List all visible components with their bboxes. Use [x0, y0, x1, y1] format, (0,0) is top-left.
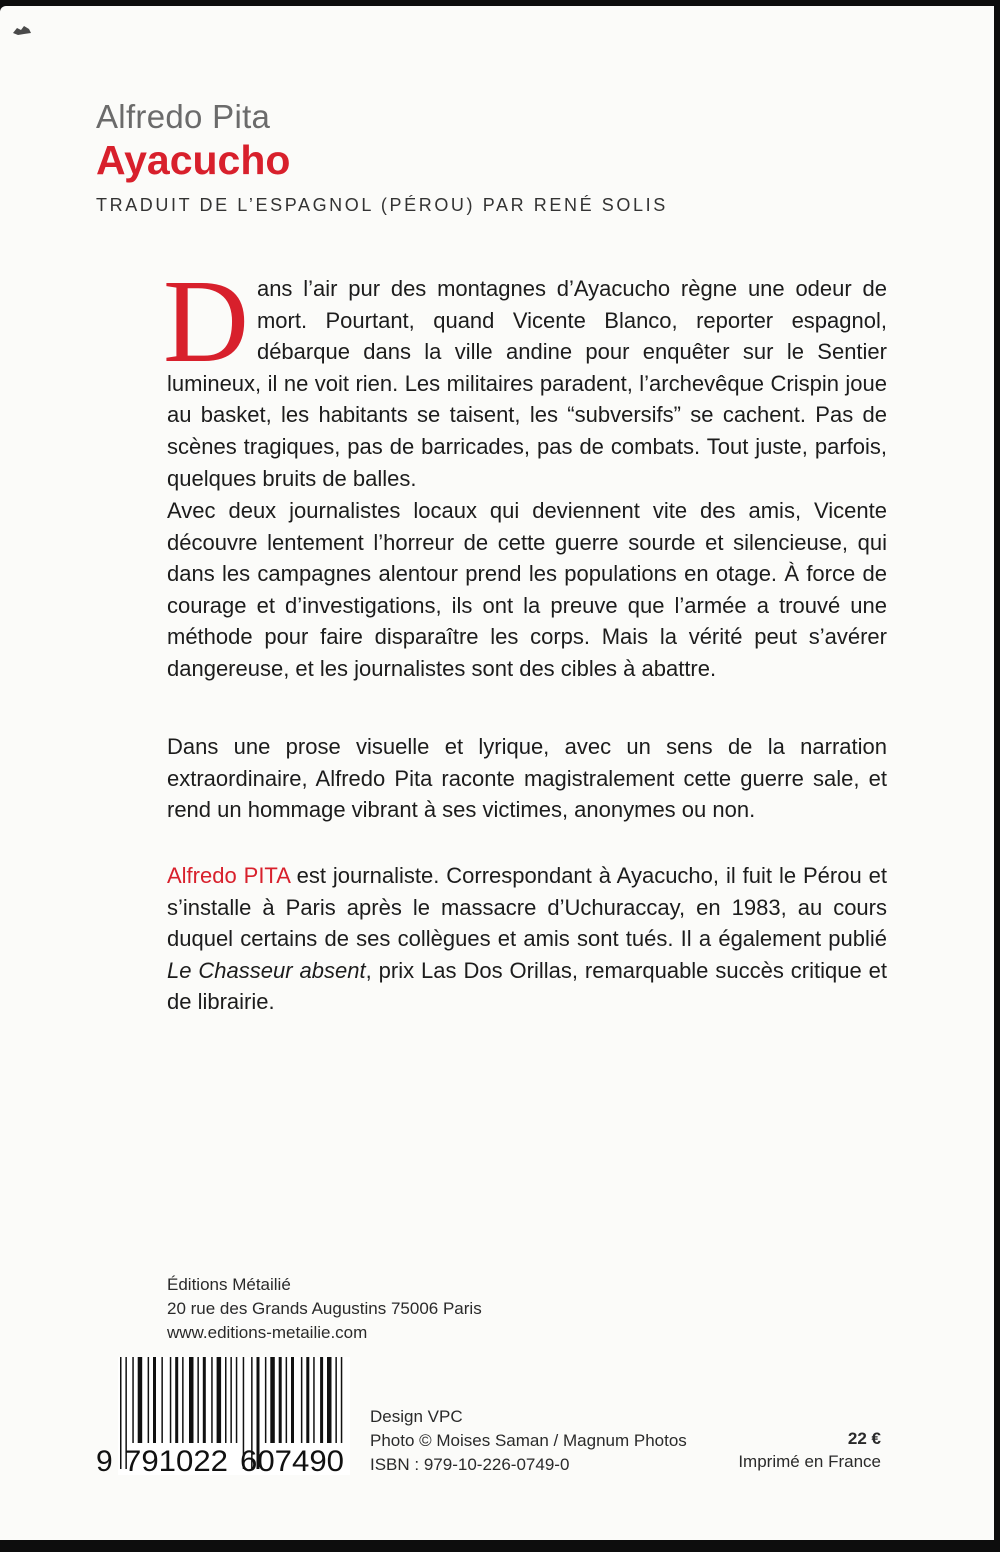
- publisher-block: [167, 1273, 482, 1345]
- barcode-bar: [286, 1357, 288, 1443]
- book-back-cover: [0, 6, 994, 1540]
- drop-cap: D: [163, 255, 249, 387]
- printed-in: Imprimé en France: [738, 1452, 881, 1471]
- author-name: Alfredo Pita: [96, 98, 271, 135]
- barcode-bar: [301, 1357, 303, 1443]
- bio-text-2: , prix Las Dos Orillas, remarquable succès critique et de librairie.: [167, 957, 887, 1015]
- publisher-name: Éditions Métailié: [167, 1275, 291, 1294]
- barcode-bar: [120, 1357, 122, 1469]
- synopsis-paragraph-3: Dans une prose visuelle et lyrique, avec un sens de la narration extraordinaire, Alfredo Pita raconte magistralement cette guerre sale, et rend un hommage vibrant à ses victimes, anonymes ou non.: [167, 734, 887, 823]
- isbn: ISBN : 979-10-226-0749-0: [370, 1455, 570, 1474]
- publisher-website: www.editions-metailie.com: [167, 1323, 368, 1342]
- barcode-bar: [161, 1357, 163, 1443]
- barcode-bar: [306, 1357, 309, 1443]
- barcode-right-digits: 607490: [240, 1445, 344, 1475]
- barcode-bar: [279, 1357, 282, 1443]
- barcode-bar: [327, 1357, 332, 1443]
- barcode-bar: [335, 1357, 337, 1443]
- barcode-bar: [320, 1357, 323, 1443]
- barcode-bar: [225, 1357, 227, 1443]
- barcode-bar: [265, 1357, 267, 1443]
- synopsis-text-1: ans l’air pur des montagnes d’Ayacucho règne une odeur de mort. Pourtant, quand Vicente Blanco, reporter espagnol, débarque dans la ville andine pour enquêter sur le Sentier lumineux, il ne voit rien. Les militaires paradent, l’archevêque Crispin joue au basket, les habitants se taisent, les “subversifs” se cachent. Pas de scènes tragiques, pas de barricades, pas de combats. Tout juste, parfois, quelques bruits de balles.: [167, 276, 887, 491]
- barcode-first-digit: 9: [96, 1445, 113, 1475]
- barcode-bar: [291, 1357, 294, 1443]
- barcode-bar: [182, 1357, 184, 1443]
- design-credit: Design VPC: [370, 1407, 463, 1426]
- barcode-bar: [175, 1357, 178, 1443]
- barcode-bar: [230, 1357, 232, 1443]
- publisher-address: 20 rue des Grands Augustins 75006 Paris: [167, 1299, 482, 1318]
- photo-credit: Photo © Moises Saman / Magnum Photos: [370, 1431, 687, 1450]
- translator-line: TRADUIT DE L’ESPAGNOL (PÉROU) PAR RENÉ SOLIS: [96, 195, 668, 215]
- bio-book-title: Le Chasseur absent: [167, 957, 366, 983]
- barcode-left-digits: 791022: [124, 1445, 228, 1475]
- bio-author-name: Alfredo PITA: [167, 863, 290, 888]
- credits-block: [370, 1405, 687, 1477]
- barcode-bar: [236, 1357, 238, 1443]
- barcode-bar: [189, 1357, 194, 1443]
- barcode-bar: [170, 1357, 172, 1443]
- bio-text-1: est journaliste. Correspondant à Ayacucho, il fuit le Pérou et s’installe à Paris après le massacre d’Uchuraccay, en 1983, au cours duquel certains de ses collègues et amis sont tués. Il a également publié: [167, 863, 887, 952]
- book-title: Ayacucho: [96, 137, 291, 183]
- barcode-bar: [138, 1357, 143, 1443]
- synopsis-paragraph-2: Avec deux journalistes locaux qui deviennent vite des amis, Vicente découvre lentement l’horreur de cette guerre sourde et silencieuse, qui dans les campagnes alentour prend les populations en otage. À force de courage et d’investigations, ils ont la preuve que l’armée a trouvé une méthode pour faire disparaître les corps. Mais la vérité peut s’avérer dangereuse, et les journalistes sont des cibles à abattre.: [167, 498, 887, 681]
- barcode-bar: [211, 1357, 213, 1443]
- barcode-bar: [197, 1357, 199, 1443]
- barcode-bar: [153, 1357, 156, 1443]
- barcode-bar: [270, 1357, 275, 1443]
- barcode: [96, 1357, 352, 1475]
- scuff-mark: [12, 24, 32, 36]
- barcode-bar: [203, 1357, 206, 1443]
- barcode-bar: [341, 1357, 343, 1443]
- price: 22 €: [847, 1429, 881, 1448]
- barcode-bar: [313, 1357, 315, 1443]
- barcode-bar: [132, 1357, 134, 1443]
- barcode-bar: [148, 1357, 150, 1443]
- barcode-bar: [217, 1357, 222, 1443]
- synopsis-paragraph-1: [163, 255, 887, 494]
- author-bio: [167, 860, 887, 1018]
